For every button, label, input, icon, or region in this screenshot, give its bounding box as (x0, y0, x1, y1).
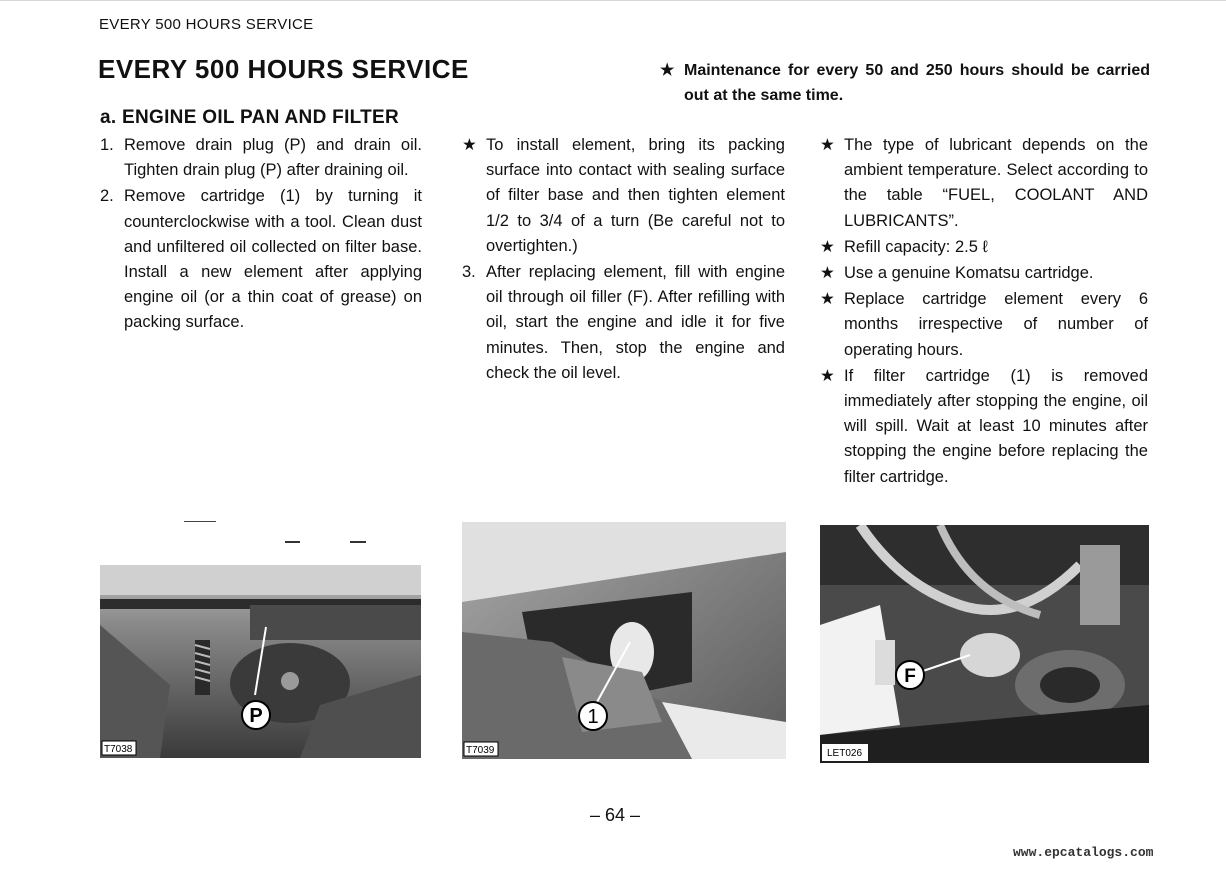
photo-oil-filler (820, 525, 1149, 763)
photo-code: LET026 (827, 748, 863, 759)
note-lubricant-type (820, 133, 1148, 234)
photo-drain-plug (100, 565, 421, 758)
page-number: – 64 – (590, 805, 641, 825)
filter-cartridge-photo (462, 522, 786, 759)
callout-label: F (904, 666, 916, 687)
note-oil-spill-warning (820, 364, 1148, 490)
scan-mark (184, 521, 216, 522)
oil-filler-photo (820, 525, 1149, 763)
top-note (660, 58, 1150, 108)
note-install-element (462, 133, 785, 259)
photo-code: T7039 (466, 745, 495, 756)
column-1 (100, 133, 422, 337)
column-3 (820, 133, 1148, 491)
star-icon: ★ (820, 290, 835, 309)
note-text: Use a genuine Komatsu cartridge. (844, 264, 1094, 283)
note-replace-interval (820, 287, 1148, 363)
section-title: a. ENGINE OIL PAN AND FILTER (100, 107, 400, 128)
step-text: Remove drain plug (P) and drain oil. Tighten drain plug (P) after draining oil. (124, 136, 422, 180)
step-2 (100, 184, 422, 335)
scan-mark (285, 541, 300, 543)
page-title: EVERY 500 HOURS SERVICE (98, 54, 469, 84)
note-refill-capacity (820, 235, 1148, 260)
note-text: Replace cartridge element every 6 months irrespective of number of operating hours. (844, 290, 1148, 359)
column-2 (462, 133, 785, 387)
step-text: After replacing element, fill with engine oil through oil filler (F). After refilling with oil, start the engine and idle it for five minutes. Then, stop the engine and check the oil level. (486, 263, 785, 382)
callout-label: 1 (587, 706, 599, 728)
note-text: If filter cartridge (1) is removed immediately after stopping the engine, oil will spill. Wait at least 10 minutes after stopping the engine before replacing the filter cartridge. (844, 366, 1148, 486)
drain-plug-photo (100, 565, 421, 758)
note-text: Refill capacity: 2.5 ℓ (844, 237, 988, 256)
top-rule (0, 0, 1226, 1)
step-3 (462, 260, 785, 386)
note-genuine-cartridge (820, 261, 1148, 286)
star-icon: ★ (820, 237, 835, 256)
photo-filter-cartridge (462, 522, 786, 759)
callout-label: P (249, 705, 263, 727)
photo-code: T7038 (104, 744, 133, 755)
scan-mark (350, 541, 366, 543)
note-text: The type of lubricant depends on the ambient temperature. Select according to the table “FUEL, COOLANT AND LUBRICANTS”. (844, 136, 1148, 230)
star-icon: ★ (820, 264, 835, 283)
star-icon: ★ (820, 136, 835, 154)
star-icon: ★ (660, 62, 675, 79)
step-number: 1. (100, 136, 114, 154)
note-text: To install element, bring its packing surface into contact with sealing surface of filter base and then tighten element 1/2 to 3/4 of a turn (Be careful not to overtighten.) (486, 136, 785, 255)
star-icon: ★ (820, 366, 835, 385)
watermark-url: www.epcatalogs.com (1013, 845, 1154, 860)
step-1 (100, 133, 422, 183)
step-number: 3. (462, 263, 476, 282)
top-note-text: Maintenance for every 50 and 250 hours should be carried out at the same time. (684, 62, 1150, 104)
step-number: 2. (100, 187, 114, 206)
star-icon: ★ (462, 136, 477, 154)
running-head: EVERY 500 HOURS SERVICE (99, 16, 314, 33)
step-text: Remove cartridge (1) by turning it counterclockwise with a tool. Clean dust and unfiltered oil collected on filter base. Install a new element after applying engine oil (or a thin coat of grease) on packing surface. (124, 187, 422, 332)
